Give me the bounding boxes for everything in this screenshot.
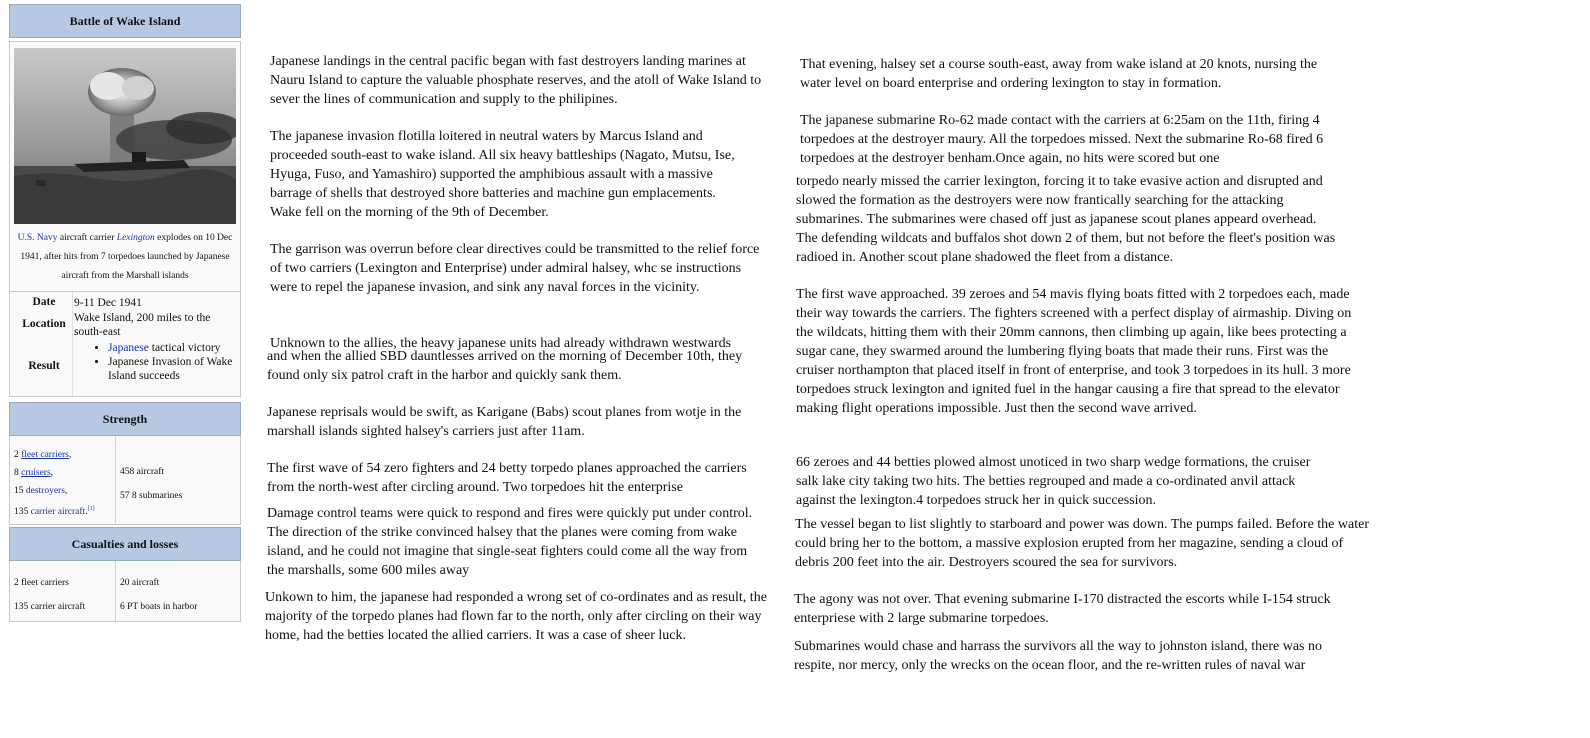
lexington-link[interactable]: Lexington (116, 233, 155, 243)
lexington-explosion-photo[interactable] (14, 48, 236, 224)
japanese-link[interactable]: Japanese (108, 342, 149, 354)
date-label: Date (32, 296, 56, 308)
paragraph-second-wave: 66 zeroes and 44 betties plowed almost unoticed in two sharp wedge formations, the cruiser salk lake city taking two hits. The betties regrouped and made a co-ordinated anvil attack against the lexington.4 torpedoes struck her in quick succession. (796, 455, 1311, 508)
result-item-1: • Japanese tactical victory (108, 341, 242, 355)
paragraph-reprisals: Japanese reprisals would be swift, as Karigane (Babs) scout planes from wotje in the marshall islands sighted halsey's carriers just after 11am. (267, 405, 742, 439)
date-value: 9-11 Dec 1941 (74, 297, 142, 309)
strength-line: 15 destroyers, (14, 486, 68, 496)
paragraph-landings: Japanese landings in the central pacific began with fast destroyers landing marines at Nauru Island to capture the valuable phosphate reserves, and the atoll of Wake Island to sever the lines of communication and supply to the philipines. (270, 54, 762, 107)
strength-line: 135 carrier aircraft.[1] (14, 506, 95, 518)
paragraph-unknown-allies: Unknown to the allies, the heavy japanese units had already withdrawn westwards (270, 336, 732, 351)
paragraph-evasive-action: torpedo nearly missed the carrier lexington, forcing it to take evasive action and disrupted and slowed the formation as the destroyers were now frantically searching for the attacking submarines. The submarines were chased off just as japanese scout planes appeard overhead. The defending wildcats and buffalos shot down 2 of them, but not before the fleet's position was radioed in. Another scout plane shadowed the fleet from a distance. (796, 174, 1336, 265)
location-value: Wake Island, 200 miles to the south-east (74, 312, 211, 338)
casualties-japanese: 20 aircraft 6 PT boats in harbor (120, 578, 198, 612)
strength-japanese: 458 aircraft 57 8 submarines (120, 467, 183, 501)
fleet-carriers-link[interactable]: fleet carriers (21, 450, 69, 460)
strength-line: 8 cruisers, (14, 468, 54, 478)
paragraph-evening-course: That evening, halsey set a course south-east, away from wake island at 20 knots, nursing the water level on board enterprise and ordering lexington to stay in formation. (800, 57, 1318, 91)
carrier-aircraft-link[interactable]: carrier aircraft (30, 507, 86, 518)
paragraph-submarine-ro62: The japanese submarine Ro-62 made contact with the carriers at 6:25am on the 11th, firing 4 torpedoes at the destroyer maury. All the torpedoes missed. Next the submarine Ro-68 fired 6 torpedoes at the destroyer benham.Once again, no hits were scored but one (800, 113, 1324, 166)
image-caption: U.S. Navy aircraft carrier Lexington explodes on 10 Dec 1941, after hits from 7 torpedoes launched by Japanese aircraft from the Marshall islands (17, 233, 233, 281)
destroyers-link[interactable]: destroyers (25, 486, 65, 496)
casualties-divider (115, 561, 116, 621)
casualties-table (9, 561, 241, 622)
paragraph-first-wave: The first wave of 54 zero fighters and 24 betty torpedo planes approached the carriers from the north-west after circling around. Two torpedoes hit the enterprise (267, 461, 747, 495)
paragraph-vessel-list: The vessel began to list slightly to starboard and power was down. The pumps failed. Before the water could bring her to the bottom, a massive explosion erupted from her magazine, sending a cloud of debris 200 feet into the air. Destroyers scoured the sea for survivors. (795, 517, 1369, 570)
us-navy-link[interactable]: U.S. Navy (17, 233, 58, 243)
paragraph-first-wave-approached: The first wave approached. 39 zeroes and 54 mavis flying boats fitted with 2 torpedoes each, made their way towards the carriers. The fighters screened with a perfect display of airmaship. Diving on the wildcats, hitting them with their 20mm cannons, then climbing up again, like bees protecting a sugar cane, they swarmed around the lumbering flying boats that made their runs. First was the cruiser northampton that placed itself in front of enterprise, and took 3 torpedoes in its hull. 3 more torpedoes struck lexington and ignited fuel in the hangar causing a fire that spread to the elevator making flight operations impossible. Just then the second wave arrived. (796, 287, 1352, 416)
infobox (9, 4, 241, 622)
result-label: Result (28, 360, 60, 372)
cruisers-link[interactable]: cruisers (21, 468, 51, 478)
paragraph-garrison: The garrison was overrun before clear directives could be transmitted to the relief force of two carriers (Lexington and Enterprise) under admiral halsey, whc se instructions were to repel the japanese invasion, and sink any naval forces in the vicinity. (270, 242, 760, 295)
infobox-image-box (9, 41, 241, 292)
casualties-allied: 2 fleet carriers 135 carrier aircraft (14, 578, 86, 612)
strength-header: Strength (9, 402, 241, 436)
result-value (74, 341, 242, 383)
battle-facts (9, 292, 241, 397)
paragraph-wrong-coordinates: Unkown to him, the japanese had responded a wrong set of co-ordinates and as result, the majority of the torpedo planes had flown far to the north, only after circling on their way home, had the betties located the allied carriers. It was a case of sheer luck. (265, 590, 767, 643)
paragraph-submarines-chase: Submarines would chase and harrass the survivors all the way to johnston island, there was no respite, nor mercy, only the wrecks on the ocean floor, and the re-written rules of naval war (794, 639, 1323, 673)
casualties-header: Casualties and losses (9, 527, 241, 561)
paragraph-sbd-dauntless: and when the allied SBD dauntlesses arrived on the morning of December 10th, they found only six patrol craft in the harbor and quickly sank them. (267, 349, 743, 383)
paragraph-damage-control: Damage control teams were quick to respond and fires were quickly put under control. The direction of the strike convinced halsey that the planes were coming from wake island, and he could not imagine that single-seat fighters could come all the way from the marshalls, some 600 miles away (267, 506, 753, 578)
strength-table (9, 436, 241, 525)
footnote-link[interactable]: [1] (87, 506, 95, 512)
infobox-title: Battle of Wake Island (9, 4, 241, 38)
paragraph-invasion-flotilla: The japanese invasion flotilla loitered in neutral waters by Marcus Island and proceeded south-east to wake island. All six heavy battleships (Nagato, Mutsu, Ise, Hyuga, Fuso, and Yamashiro) supported the amphibious assault with a massive barrage of shells that destroyed shore batteries and machine gun emplacements. Wake fell on the morning of the 9th of December. (270, 129, 735, 220)
strength-divider (115, 436, 116, 524)
result-list (74, 341, 242, 383)
location-label: Location (22, 318, 66, 330)
strength-line: 2 fleet carriers, (14, 450, 72, 460)
facts-divider (72, 292, 73, 396)
strength-allied (14, 446, 95, 521)
result-item-2: • Japanese Invasion of Wake Island succeeds (108, 355, 242, 383)
paragraph-agony: The agony was not over. That evening submarine I-170 distracted the escorts while I-154 struck enterpriese with 2 large submarine torpedoes. (794, 592, 1331, 626)
